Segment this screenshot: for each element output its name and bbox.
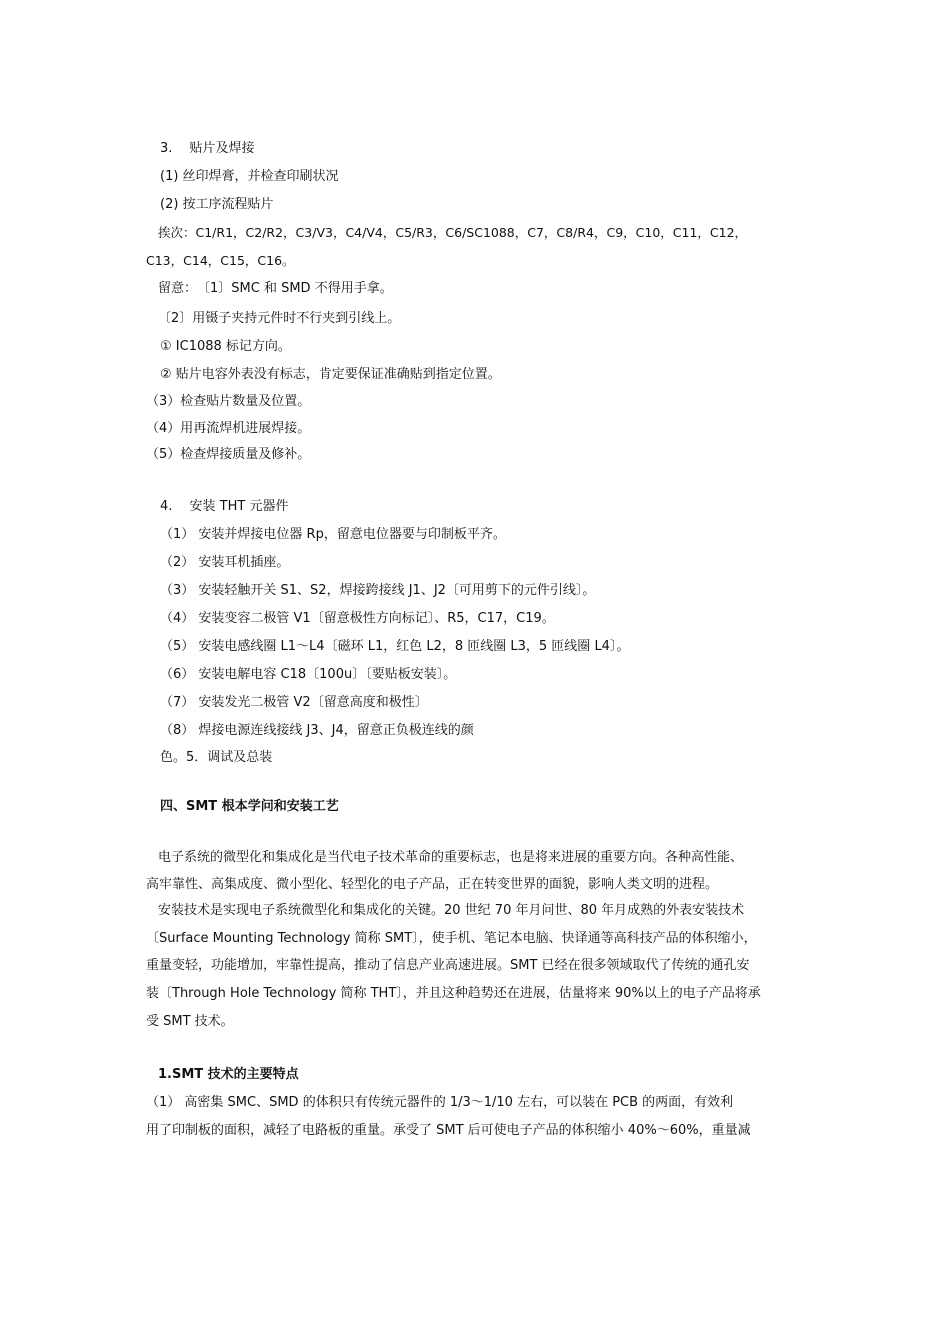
text-line: （1） 安装并焊接电位器 Rp，留意电位器要与印制板平齐。 — [160, 527, 506, 542]
text-line: 留意： 〔1〕SMC 和 SMD 不得用手拿。 — [158, 281, 393, 296]
paragraph-line: 〔Surface Mounting Technology 简称 SMT〕，使手机、笔记本电脑、快译通等高科技产品的体积缩小， — [146, 931, 757, 946]
text-line: （5）检查焊接质量及修补。 — [146, 447, 311, 462]
text-line: （4） 安装变容二极管 V1〔留意极性方向标记〕、R5，C17，C19。 — [160, 611, 555, 626]
text-line: (1) 丝印焊膏，并检查印刷状况 — [160, 169, 339, 184]
paragraph-line: 高牢靠性、高集成度、微小型化、轻型化的电子产品，正在转变世界的面貌，影响人类文明的进程。 — [146, 877, 719, 892]
text-line: C13，C14，C15，C16。 — [146, 253, 295, 268]
text-line: (2) 按工序流程贴片 — [160, 197, 274, 212]
paragraph-line: 重量变轻，功能增加，牢靠性提高，推动了信息产业高速进展。SMT 已经在很多领域取代了传统的通孔安 — [146, 958, 750, 973]
paragraph-line: 电子系统的微型化和集成化是当代电子技术革命的重要标志，也是将来进展的重要方向。各种高性能、 — [158, 850, 744, 865]
section-heading-3: 3. 贴片及焊接 — [160, 141, 255, 156]
section-heading-4: 4. 安装 THT 元器件 — [160, 499, 289, 514]
text-line: 挨次：C1/R1，C2/R2，C3/V3，C4/V4，C5/R3，C6/SC1088，C7，C8/R4，C9，C10，C11，C12， — [158, 225, 748, 240]
text-line: ① IC1088 标记方向。 — [160, 339, 291, 354]
subsection-heading: 1.SMT 技术的主要特点 — [158, 1067, 299, 1082]
text-line: （7） 安装发光二极管 V2〔留意高度和极性〕 — [160, 695, 428, 710]
text-line: （5） 安装电感线圈 L1～L4〔磁环 L1，红色 L2，8 匝线圈 L3，5 匝线圈 L4〕。 — [160, 639, 630, 654]
text-line: （4）用再流焊机进展焊接。 — [146, 421, 311, 436]
text-line: （2） 安装耳机插座。 — [160, 555, 290, 570]
text-line: （3） 安装轻触开关 S1、S2，焊接跨接线 J1、J2〔可用剪下的元件引线〕。 — [160, 583, 596, 598]
paragraph-line: 装〔Through Hole Technology 简称 THT〕，并且这种趋势还在进展，估量将来 90%以上的电子产品将承 — [146, 986, 761, 1001]
paragraph-line: （1） 高密集 SMC、SMD 的体积只有传统元器件的 1/3～1/10 左右，可以装在 PCB 的两面，有效利 — [146, 1095, 734, 1110]
text-line: 色。5．调试及总装 — [160, 750, 273, 765]
paragraph-line: 受 SMT 技术。 — [146, 1014, 234, 1029]
text-line: （3）检查贴片数量及位置。 — [146, 394, 311, 409]
chapter-heading: 四、SMT 根本学问和安装工艺 — [160, 799, 339, 814]
text-line: ② 贴片电容外表没有标志，肯定要保证准确贴到指定位置。 — [160, 367, 501, 382]
text-line: 〔2〕用镊子夹持元件时不行夹到引线上。 — [158, 311, 401, 326]
paragraph-line: 用了印制板的面积，减轻了电路板的重量。承受了 SMT 后可使电子产品的体积缩小 40%～60%，重量减 — [146, 1123, 751, 1138]
paragraph-line: 安装技术是实现电子系统微型化和集成化的关键。20 世纪 70 年月问世、80 年月成熟的外表安装技术 — [158, 903, 745, 918]
text-line: （6） 安装电解电容 C18〔100u〕〔要贴板安装〕。 — [160, 667, 457, 682]
text-line: （8） 焊接电源连线接线 J3、J4，留意正负极连线的颜 — [160, 723, 474, 738]
